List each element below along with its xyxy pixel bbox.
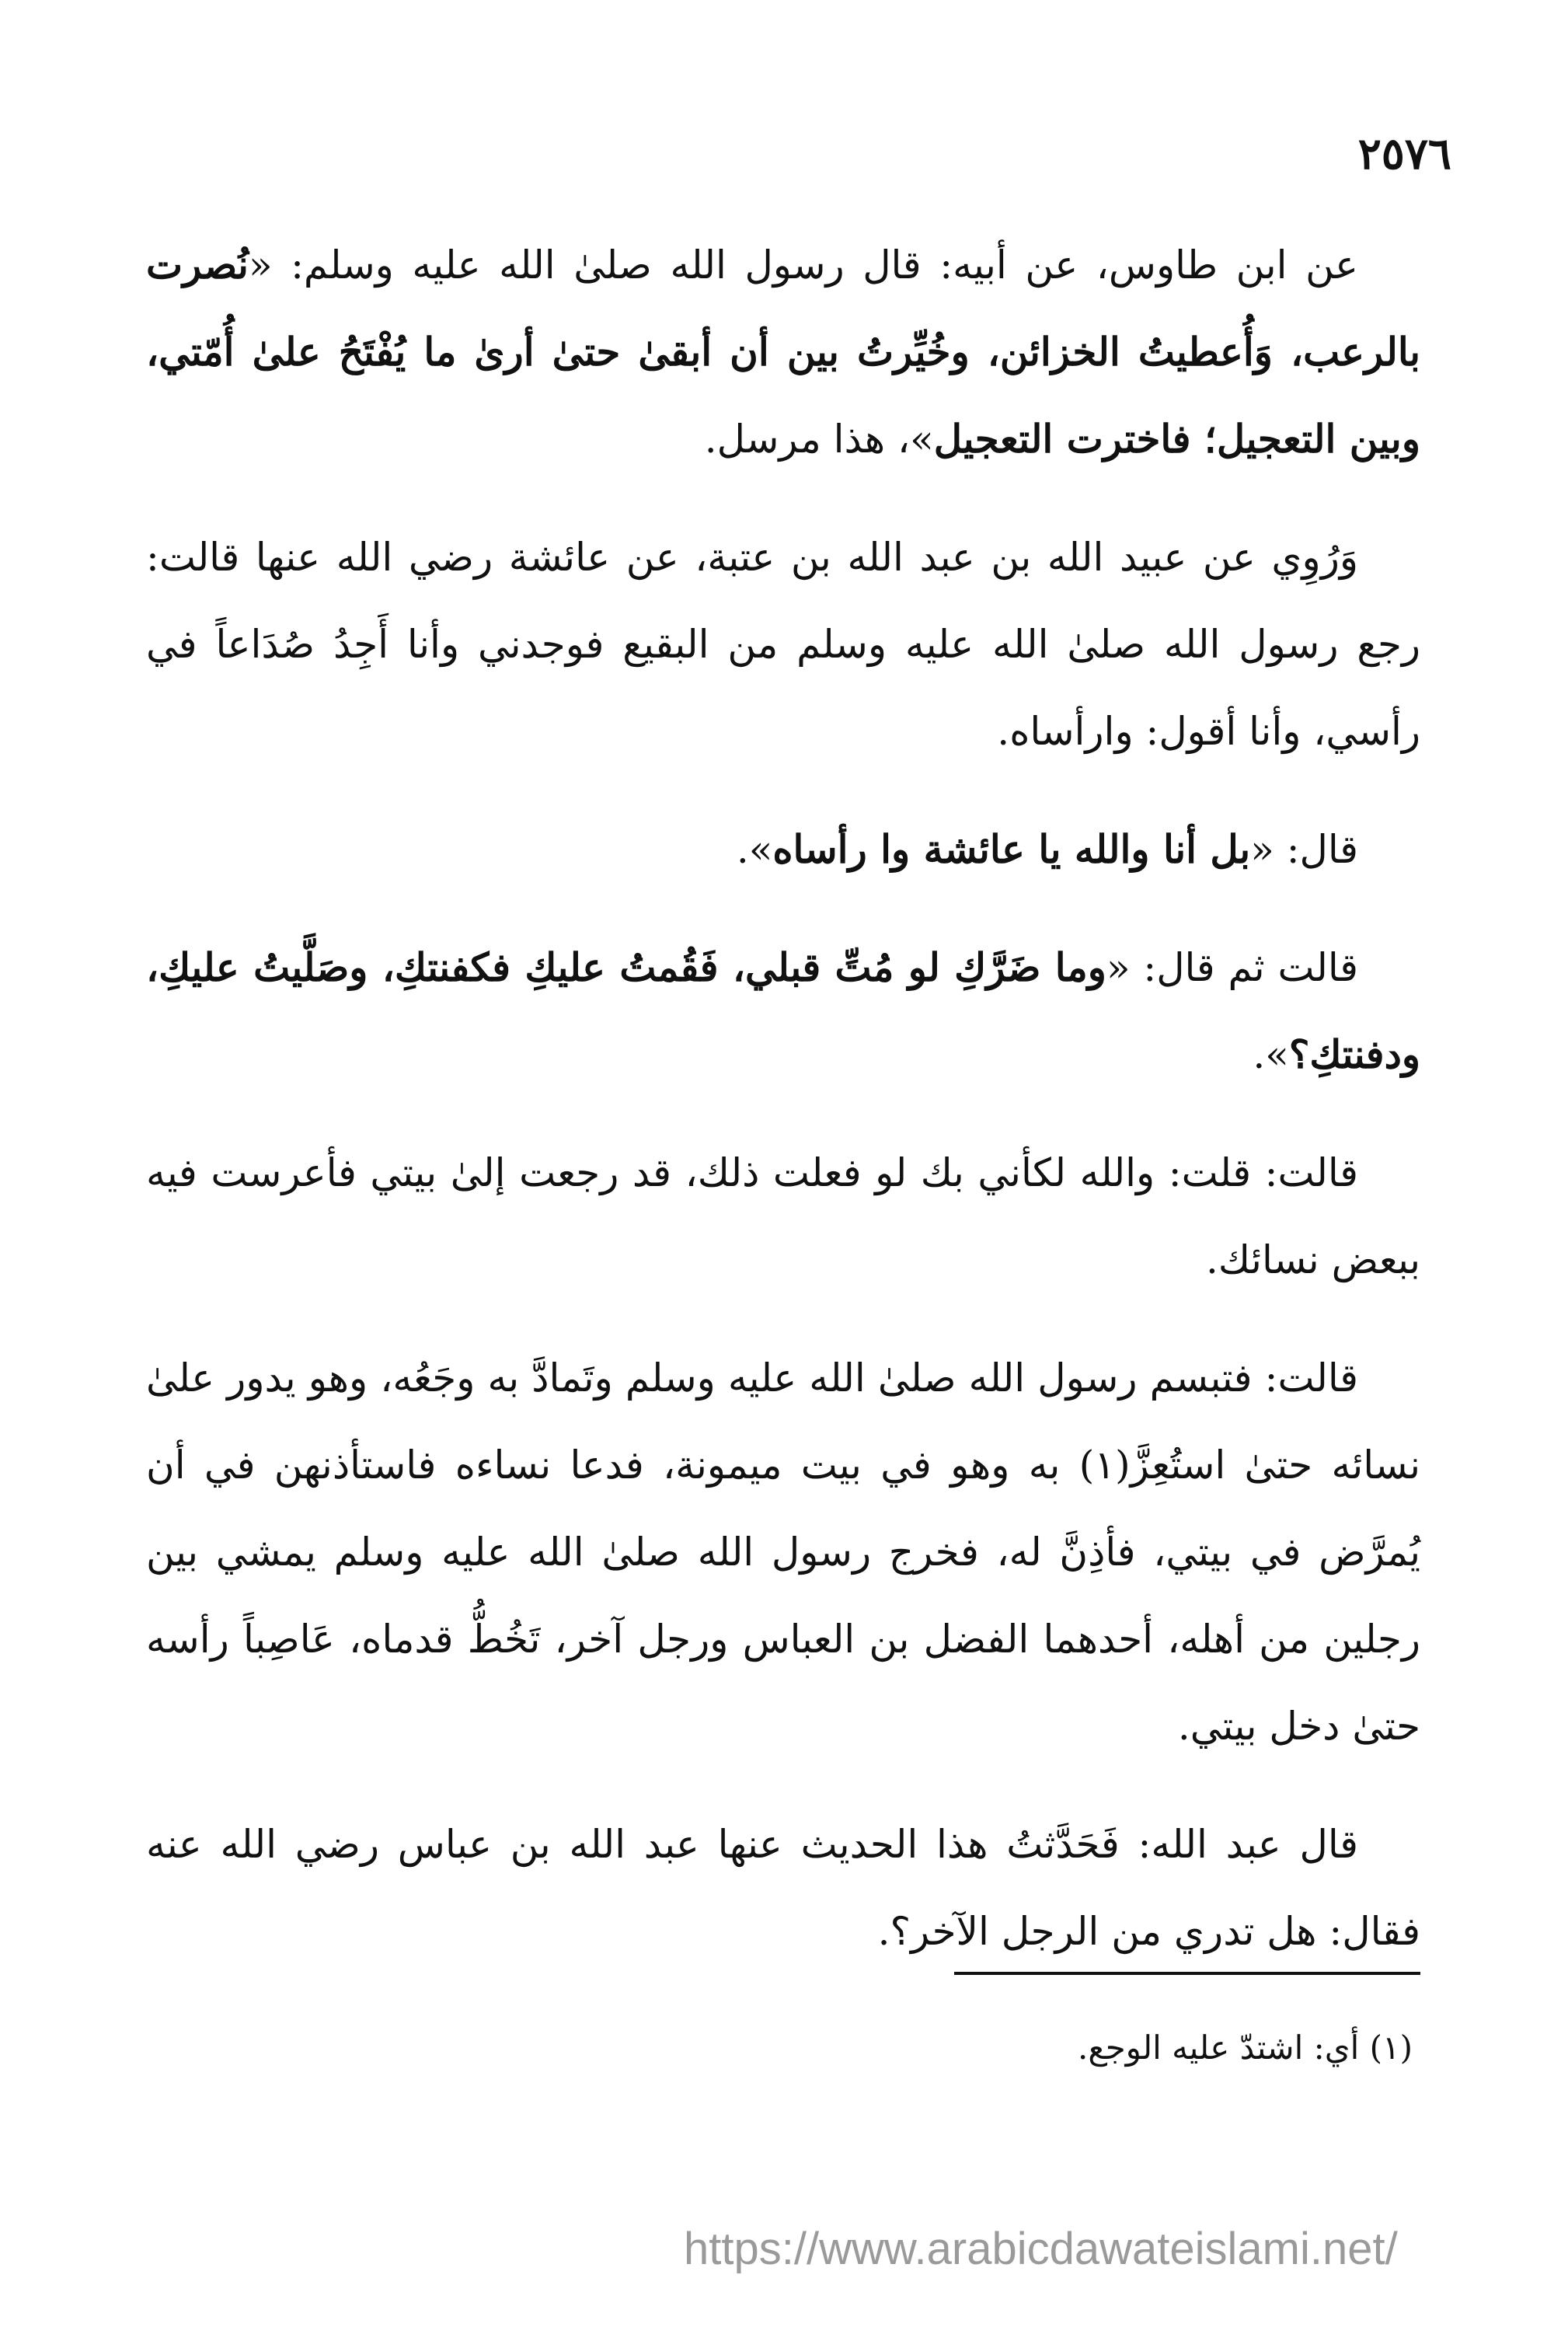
paragraph-7 (146, 1801, 1420, 1975)
paragraph-5 (146, 1129, 1420, 1303)
paragraph-4-outro: ». (1253, 1032, 1289, 1077)
main-text (146, 222, 1420, 2006)
paragraph-2-text: وَرُوِي عن عبيد الله بن عبد الله بن عتبة، عن عائشة رضي الله عنها قالت: رجع رسول الله صلىٰ الله عليه وسلم من البقيع فوجدني وأنا أَجِدُ صُدَاعاً في رأسي، وأنا أقول: وارأساه. (146, 535, 1420, 754)
paragraph-6-text: قالت: فتبسم رسول الله صلىٰ الله عليه وسلم وتَمادَّ به وجَعُه، وهو يدور علىٰ نسائه حتىٰ استُعِزَّ(١) به وهو في بيت ميمونة، فدعا نساءه فاستأذنهن في أن يُمرَّض في بيتي، فأذِنَّ له، فخرج رسول الله صلىٰ الله عليه وسلم يمشي بين رجلين من أهله، أحدهما الفضل بن العباس ورجل آخر، تَخُطُّ قدماه، عَاصِباً رأسه حتىٰ دخل بيتي. (146, 1355, 1420, 1749)
paragraph-2 (146, 514, 1420, 775)
paragraph-4-intro: قالت ثم قال: « (1106, 945, 1358, 990)
paragraph-7-text: قال عبد الله: فَحَدَّثتُ هذا الحديث عنها عبد الله بن عباس رضي الله عنه فقال: هل تدري من الرجل الآخر؟. (146, 1822, 1420, 1954)
paragraph-3-intro: قال: « (1250, 827, 1358, 872)
paragraph-3 (146, 806, 1420, 893)
paragraph-5-text: قالت: قلت: والله لكأني بك لو فعلت ذلك، قد رجعت إلىٰ بيتي فأعرست فيه ببعض نسائك. (146, 1150, 1420, 1282)
paragraph-1-intro: عن ابن طاوس، عن أبيه: قال رسول الله صلىٰ الله عليه وسلم: « (248, 242, 1358, 288)
watermark-url: https://www.arabicdawateislami.net/ (684, 2224, 1398, 2274)
paragraph-1 (146, 222, 1420, 483)
footnote: (١) أي: اشتدّ عليه الوجع. (1077, 2029, 1413, 2067)
paragraph-1-hadith: نُصرت بالرعب، وَأُعطيتُ الخزائن، وخُيِّرتُ بين أن أبقىٰ حتىٰ أرىٰ ما يُفْتَحُ علىٰ أُمّتي، وبين التعجيل؛ فاخترت التعجيل (146, 242, 1420, 462)
paragraph-3-hadith: بل أنا والله يا عائشة وا رأساه (772, 826, 1251, 872)
page-number: ٢٥٧٦ (1357, 128, 1451, 180)
footnote-divider (954, 1972, 1420, 1975)
paragraph-4-hadith: وما ضَرَّكِ لو مُتِّ قبلي، فَقُمتُ عليكِ فكفنتكِ، وصَلَّيتُ عليكِ، ودفنتكِ؟ (146, 944, 1420, 1077)
paragraph-3-outro: ». (736, 827, 773, 872)
paragraph-4 (146, 924, 1420, 1098)
paragraph-1-outro: »، هذا مرسل. (704, 417, 934, 462)
paragraph-6 (146, 1334, 1420, 1770)
